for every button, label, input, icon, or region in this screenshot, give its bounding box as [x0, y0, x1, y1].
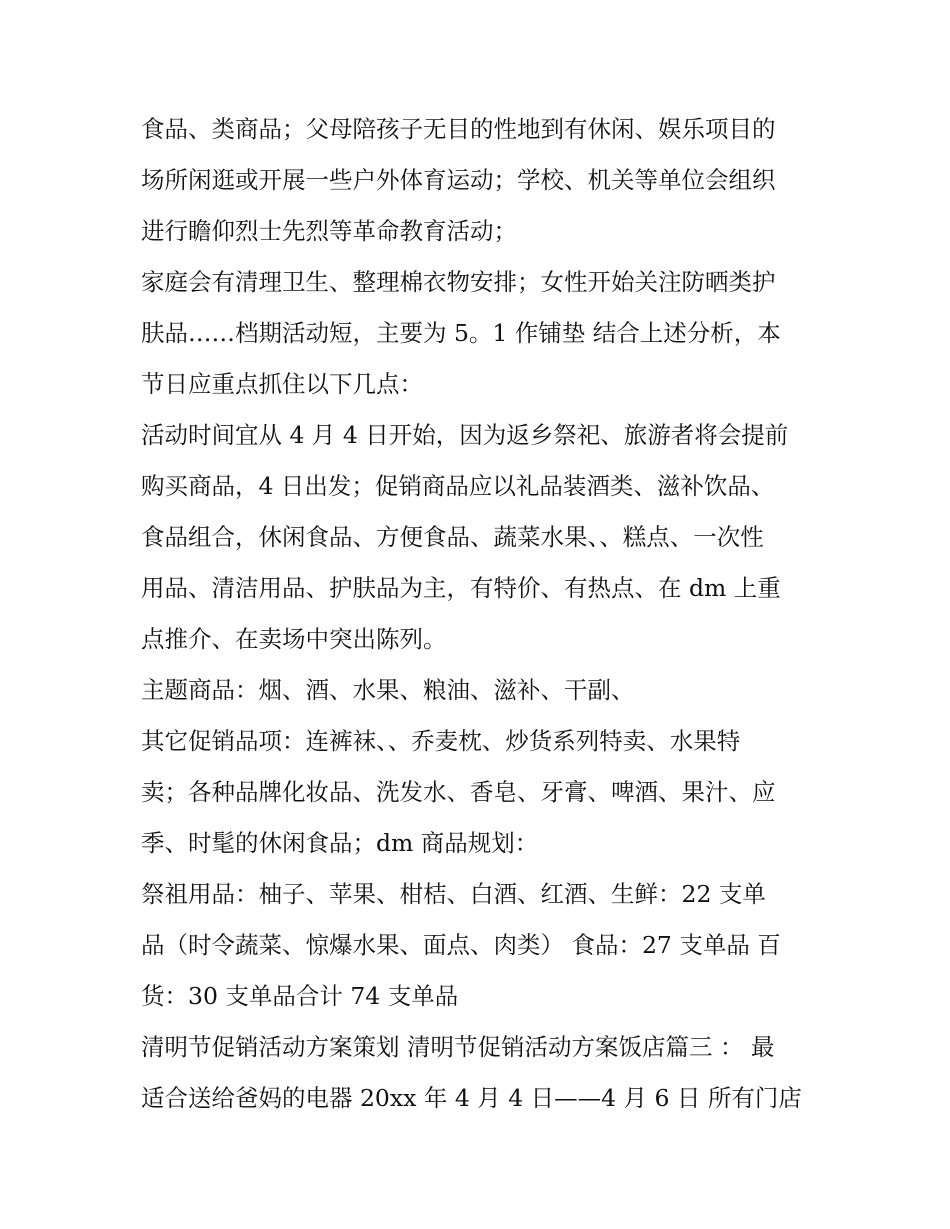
- text-line: 场所闲逛或开展一些户外体育运动；学校、机关等单位会组织: [141, 166, 776, 194]
- text-line: 品（时令蔬菜、惊爆水果、面点、肉类） 食品：27 支单品 百: [141, 931, 781, 959]
- text-line: 用品、清洁用品、护肤品为主，有特价、有热点、在 dm 上重: [141, 574, 781, 602]
- text-line: 购买商品，4 日出发；促销商品应以礼品装酒类、滋补饮品、: [141, 472, 775, 500]
- text-line: 肤品……档期活动短，主要为 5。1 作铺垫 结合上述分析，本: [141, 319, 781, 347]
- text-line: 点推介、在卖场中突出陈列。: [141, 625, 447, 653]
- text-line: 适合送给爸妈的电器 20xx 年 4 月 4 日——4 月 6 日 所有门店: [141, 1084, 802, 1112]
- text-line: 食品、类商品；父母陪孩子无目的性地到有休闲、娱乐项目的: [141, 115, 776, 143]
- text-line: 祭祖用品：柚子、苹果、柑桔、白酒、红酒、生鲜：22 支单: [141, 880, 766, 908]
- text-line: 主题商品：烟、酒、水果、粮油、滋补、干副、: [141, 676, 635, 704]
- text-line: 清明节促销活动方案策划 清明节促销活动方案饭店篇三 ： 最: [141, 1033, 775, 1061]
- text-line: 货：30 支单品合计 74 支单品: [141, 982, 459, 1010]
- text-line: 季、时髦的休闲食品；dm 商品规划：: [141, 829, 539, 857]
- text-line: 卖；各种品牌化妆品、洗发水、香皂、牙膏、啤酒、果汁、应: [141, 778, 776, 806]
- text-line: 进行瞻仰烈士先烈等革命教育活动；: [141, 217, 517, 245]
- body-text: [141, 104, 821, 1124]
- text-line: 活动时间宜从 4 月 4 日开始，因为返乡祭祀、旅游者将会提前: [141, 421, 789, 449]
- text-line: 节日应重点抓住以下几点：: [141, 370, 423, 398]
- text-line: 食品组合，休闲食品、方便食品、蔬菜水果、、糕点、一次性: [141, 523, 764, 551]
- text-line: 家庭会有清理卫生、整理棉衣物安排；女性开始关注防晒类护: [141, 268, 776, 296]
- text-line: 其它促销品项：连裤袜、、乔麦枕、炒货系列特卖、水果特: [141, 727, 741, 755]
